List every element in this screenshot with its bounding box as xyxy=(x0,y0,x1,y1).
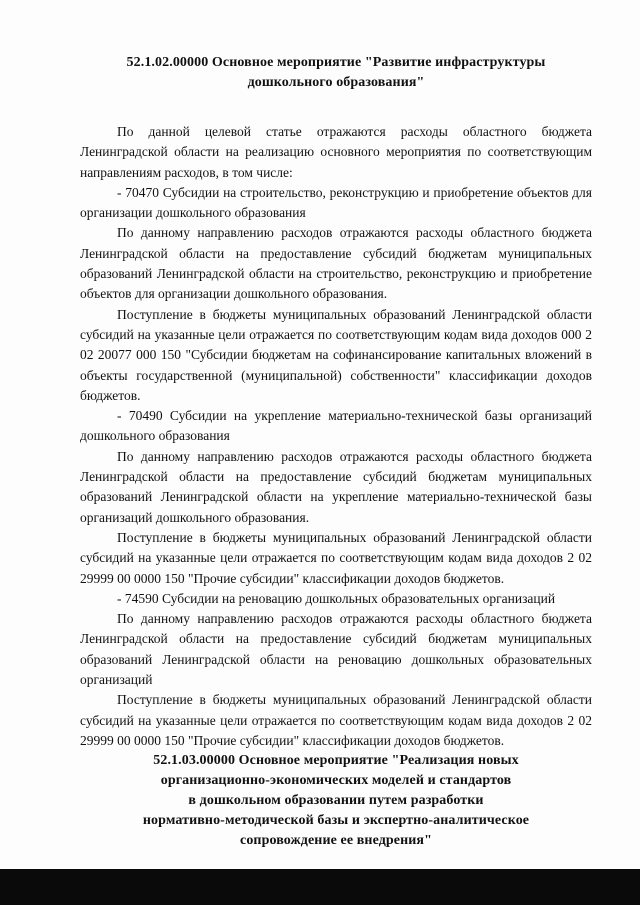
section-2-heading-line: 52.1.03.00000 Основное мероприятие "Реализация новых xyxy=(153,753,519,769)
section-1-heading xyxy=(80,53,592,93)
item-70490-description: По данному направлению расходов отражаются расходы областного бюджета Ленинградской области на предоставление субсидий бюджетам муниципальных образований Ленинградской области на укрепление материально-технической базы организаций дошкольного образования. xyxy=(80,448,592,525)
section-1-heading-line: дошкольного образования" xyxy=(247,75,425,90)
section-2-heading-line: в дошкольном образовании путем разработки xyxy=(188,793,484,809)
section-2-heading-line: организационно-экономических моделей и стандартов xyxy=(160,773,512,789)
section-1-heading-line: 52.1.02.00000 Основное мероприятие "Развитие инфраструктуры xyxy=(126,55,546,70)
section-2-heading xyxy=(80,751,592,851)
section-2-heading-line: сопровождение ее внедрения" xyxy=(240,833,432,849)
item-74590-title: - 74590 Субсидии на реновацию дошкольных образовательных организаций xyxy=(117,590,556,606)
item-70490-revenue-note: Поступление в бюджеты муниципальных образований Ленинградской области субсидий на указанные цели отражается по соответствующим кодам вида доходов 2 02 29999 00 0000 150 "Прочие субсидии" классификации доходов бюджетов. xyxy=(80,529,592,586)
item-70470-revenue-note: Поступление в бюджеты муниципальных образований Ленинградской области субсидий на указанные цели отражается по соответствующим кодам вида доходов 000 2 02 20077 000 150 "Субсидии бюджетам на софинансирование капитальных вложений в объекты государственной (муниципальной) собственности" классификации доходов бюджетов. xyxy=(80,306,592,403)
document-content xyxy=(80,53,592,851)
item-70470-title: - 70470 Субсидии на строительство, реконструкцию и приобретение объектов для организации дошкольного образования xyxy=(80,184,592,221)
item-74590-revenue-note: Поступление в бюджеты муниципальных образований Ленинградской области субсидий на указанные цели отражается по соответствующим кодам вида доходов 2 02 29999 00 0000 150 "Прочие субсидии" классификации доходов бюджетов. xyxy=(80,692,592,748)
item-74590-description: По данному направлению расходов отражаются расходы областного бюджета Ленинградской области на предоставление субсидий бюджетам муниципальных образований Ленинградской области на реновацию дошкольных образовательных организаций xyxy=(80,611,592,688)
scan-edge-bar xyxy=(0,869,640,905)
intro-paragraph: По данной целевой статье отражаются расходы областного бюджета Ленинградской области на реализацию основного мероприятия по соответствующим направлениям расходов, в том числе: xyxy=(80,124,592,180)
section-1-body xyxy=(80,122,592,751)
section-2-heading-line: нормативно-методической базы и экспертно-аналитическое xyxy=(142,813,530,829)
item-70490-title: - 70490 Субсидии на укрепление материально-технической базы организаций дошкольного образования xyxy=(80,408,592,444)
item-70470-description: По данному направлению расходов отражаются расходы областного бюджета Ленинградской области на предоставление субсидий бюджетам муниципальных образований Ленинградской области на строительство, реконструкцию и приобретение объектов для организации дошкольного образования. xyxy=(80,225,592,302)
